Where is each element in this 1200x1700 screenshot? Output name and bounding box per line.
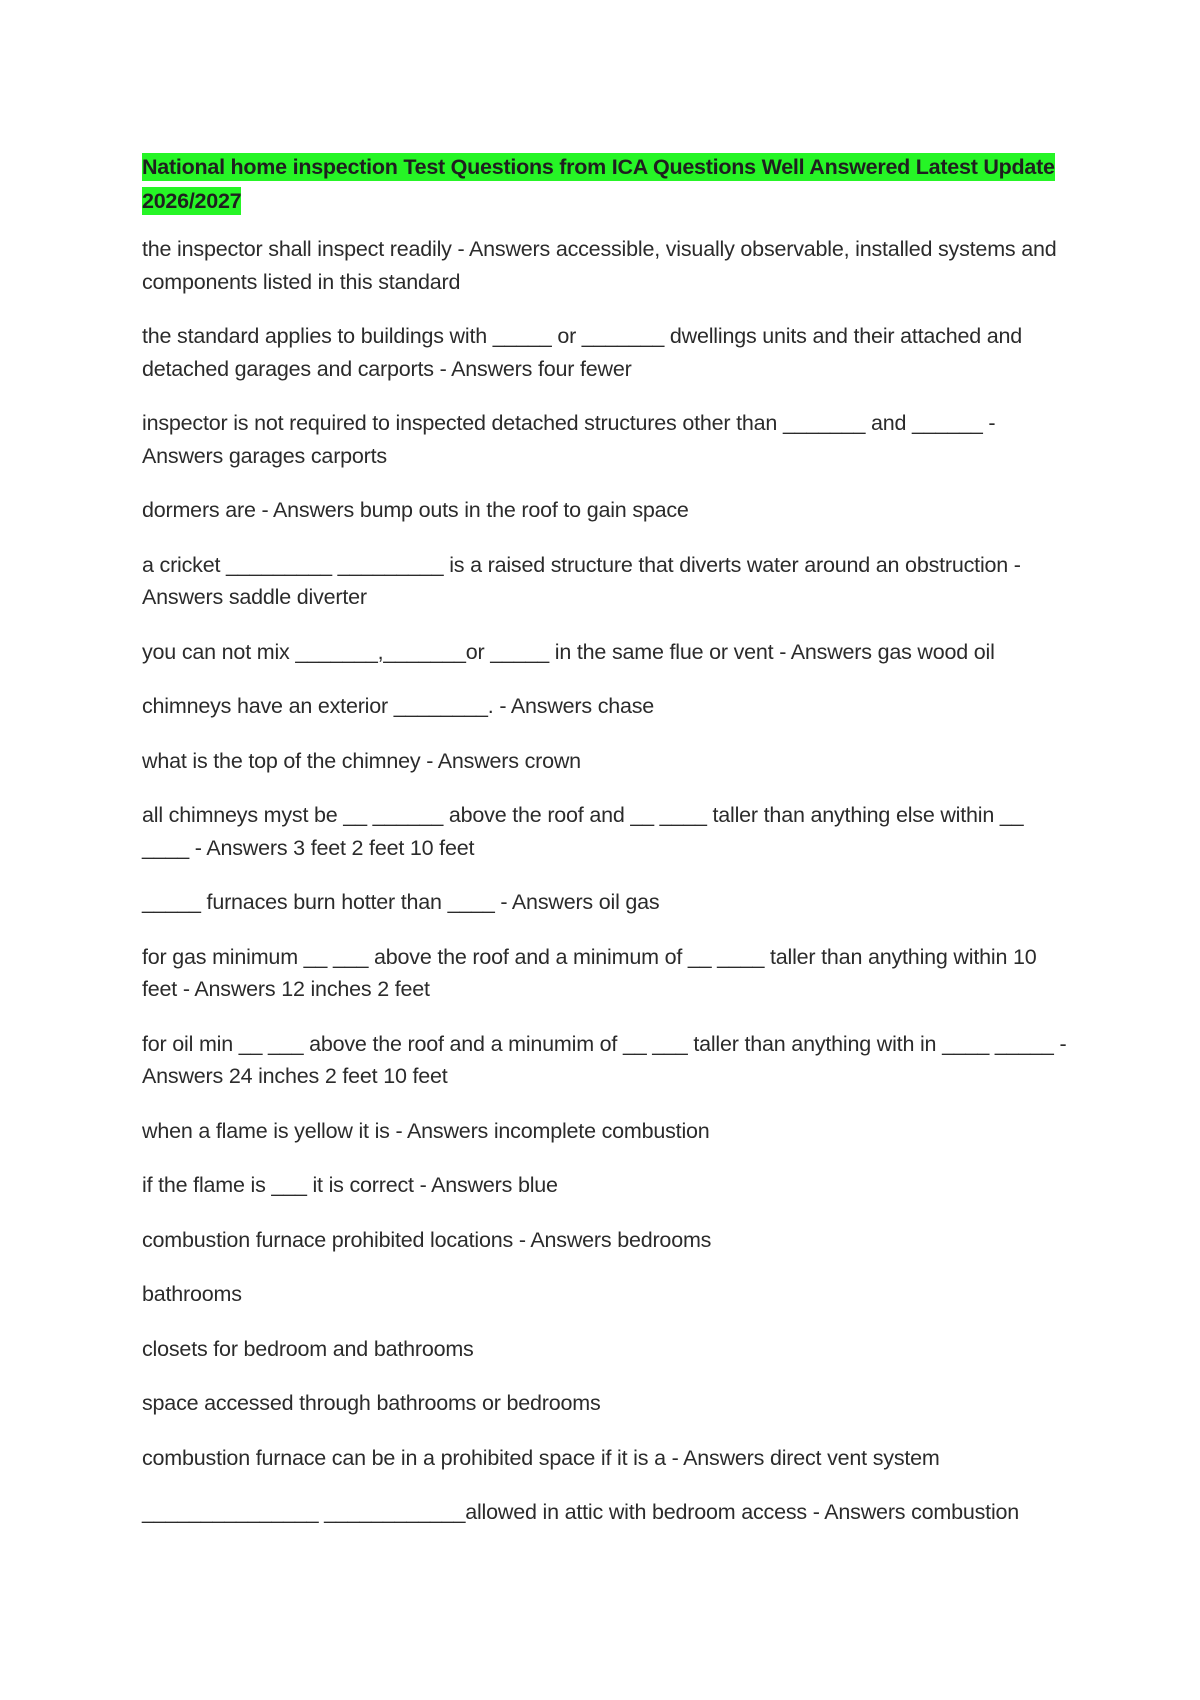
qa-entry-13: when a flame is yellow it is - Answers incomplete combustion xyxy=(142,1118,710,1143)
qa-entry-11: for gas minimum __ ___ above the roof and a minimum of __ ____ taller than anything within 10 feet - Answers 12 inches 2 feet xyxy=(142,944,1037,1001)
qa-entry-6: you can not mix _______,_______or _____ in the same flue or vent - Answers gas wood oil xyxy=(142,639,995,664)
qa-entry-3: inspector is not required to inspected detached structures other than _______ and ______ - Answers garages carports xyxy=(142,411,996,468)
qa-entry-14: if the flame is ___ it is correct - Answers blue xyxy=(142,1173,558,1197)
document-title-text: National home inspection Test Questions from ICA Questions Well Answered Latest Update 2026/2027 xyxy=(142,155,1055,213)
qa-entry-19: combustion furnace can be in a prohibited space if it is a - Answers direct vent system xyxy=(142,1445,940,1470)
qa-entry-16: bathrooms xyxy=(142,1282,242,1306)
qa-entry-5: a cricket _________ _________ is a raised structure that diverts water around an obstruction - Answers saddle diverter xyxy=(142,552,1021,609)
qa-entry-4: dormers are - Answers bump outs in the roof to gain space xyxy=(142,498,689,522)
qa-entry-1: the inspector shall inspect readily - Answers accessible, visually observable, installed systems and components listed in this standard xyxy=(142,237,1057,294)
qa-entry-7: chimneys have an exterior ________. - Answers chase xyxy=(142,694,655,718)
document-body xyxy=(142,150,1072,1551)
qa-entry-10: _____ furnaces burn hotter than ____ - Answers oil gas xyxy=(142,890,660,914)
qa-entry-8: what is the top of the chimney - Answers crown xyxy=(142,748,581,773)
qa-entry-2: the standard applies to buildings with _____ or _______ dwellings units and their attached and detached garages and carports - Answers four fewer xyxy=(142,324,1023,381)
qa-entry-18: space accessed through bathrooms or bedrooms xyxy=(142,1391,601,1415)
qa-entry-12: for oil min __ ___ above the roof and a minumim of __ ___ taller than anything with in ____ _____ - Answers 24 inches 2 feet 10 feet xyxy=(142,1031,1067,1088)
qa-entry-20: _______________ ____________allowed in attic with bedroom access - Answers combustion xyxy=(142,1500,1020,1524)
qa-entry-9: all chimneys myst be __ ______ above the roof and __ ____ taller than anything else within __ ____ - Answers 3 feet 2 feet 10 feet xyxy=(142,803,1024,860)
qa-entry-17: closets for bedroom and bathrooms xyxy=(142,1336,474,1361)
qa-entry-15: combustion furnace prohibited locations - Answers bedrooms xyxy=(142,1227,712,1252)
document-title xyxy=(142,150,1072,218)
